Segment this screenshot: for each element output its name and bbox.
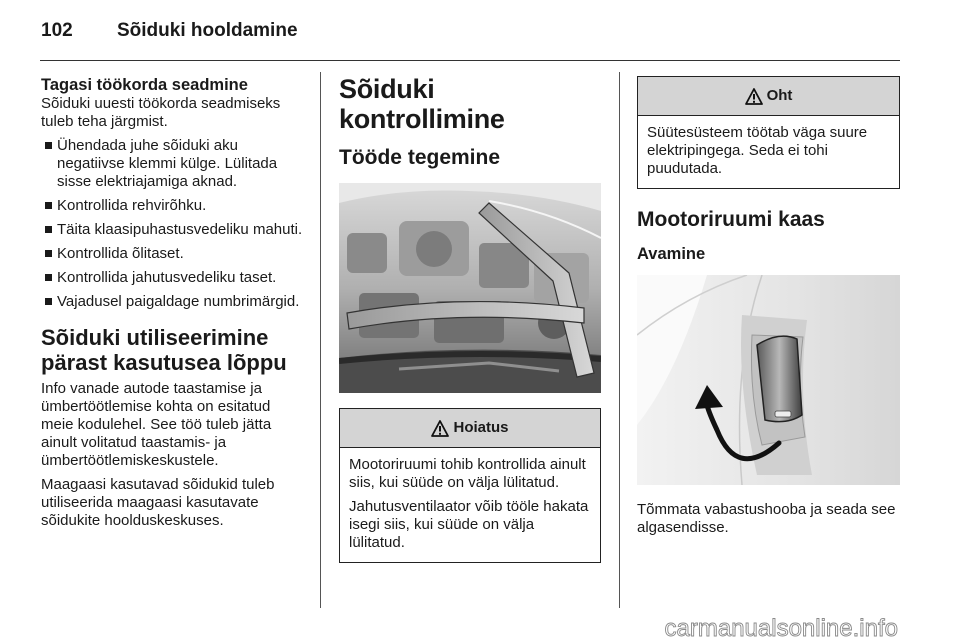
warning-body [340,448,600,562]
checklist [41,137,303,311]
list-item: Vajadusel paigaldage numbrimärgid. [41,293,303,311]
header-rule [40,60,900,61]
warning-paragraph-2: Jahutusventilaator võib tööle hakata isegi siis, kui süüde on välja lülitatud. [349,498,589,551]
list-item: Täita klaasipuhastusvedeliku mahuti. [41,221,303,239]
watermark-text: carmanualsonline.info [664,615,898,642]
page-number: 102 [41,20,73,41]
danger-label: Oht [766,87,793,104]
column-middle [339,74,601,563]
list-item: Kontrollida õlitaset. [41,245,303,263]
column-divider-right [619,72,620,608]
disposal-paragraph-1: Info vanade autode taastamise ja ümbertöötlemise kohta on esitatud meie kodulehel. See töö tuleb jätta ainult volitatud taastamis- ja ümbertöötlemiskeskustele. [41,380,272,469]
warning-header [340,409,600,448]
subsection-title-opening: Avamine [637,245,706,263]
engine-bay-illustration [339,183,601,393]
warning-box [339,408,601,563]
section-title-hood: Mootoriruumi kaas [637,208,825,231]
warning-label: Hoiatus [453,419,509,436]
subchapter-title: Tööde tegemine [339,146,501,169]
danger-body [638,116,899,188]
figure-caption: Tõmmata vabastushooba ja seada see algasendisse. [637,501,896,536]
intro-paragraph: Sõiduki uuesti töökorda seadmiseks tuleb teha järgmist. [41,95,281,130]
disposal-paragraph-2: Maagaasi kasutavad sõidukid tuleb utiliseerida maagaasi kasutavate sõidukite hoolduskeskuses. [41,476,275,529]
list-item: Kontrollida rehvirõhku. [41,197,303,215]
danger-header [638,77,899,116]
section-title-recommission: Tagasi töökorda seadmine [41,76,248,94]
section-title-disposal: Sõiduki utiliseerimine pärast kasutusea lõppu [41,325,287,375]
warning-paragraph-1: Mootoriruumi tohib kontrollida ainult siis, kui süüde on välja lülitatud. [349,456,586,491]
running-title: Sõiduki hooldamine [117,20,298,41]
list-item: Ühendada juhe sõiduki aku negatiivse klemmi külge. Lülitada sisse elektriajamiga aknad. [41,137,303,191]
warning-triangle-icon [745,88,763,105]
hood-release-lever-illustration [637,275,900,485]
danger-text: Süütesüsteem töötab väga suure elektripingega. Seda ei tohi puudutada. [647,124,868,177]
column-left [41,76,303,530]
watermark [600,614,900,642]
column-right [637,76,900,537]
chapter-title: Sõiduki kontrollimine [339,74,505,134]
warning-triangle-icon [431,420,449,437]
column-divider-left [320,72,321,608]
list-item: Kontrollida jahutusvedeliku taset. [41,269,303,287]
danger-box [637,76,900,189]
